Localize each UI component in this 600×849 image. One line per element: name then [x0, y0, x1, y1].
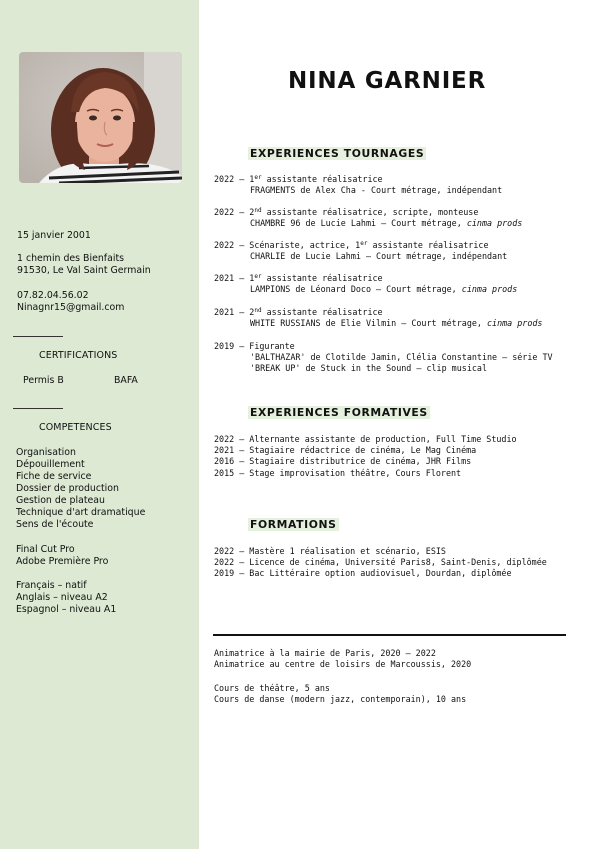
email[interactable]: Ninagnr15@gmail.com	[17, 302, 125, 313]
experience-item: 2021 – 2nd assistante réalisatrice WHITE RUSSIANS de Elie Vilmin – Court métrage, cinma prods	[214, 307, 543, 329]
section-title-formations: FORMATIONS	[250, 518, 337, 531]
certification-item: BAFA	[114, 375, 138, 386]
section-title-formatives: EXPERIENCES FORMATIVES	[250, 406, 428, 419]
profile-photo	[19, 52, 182, 183]
language-item: Français – natif	[16, 580, 87, 591]
address-line2: 91530, Le Val Saint Germain	[17, 265, 151, 276]
divider	[213, 634, 566, 636]
list-item: 2022 – Licence de cinéma, Université Paris8, Saint-Denis, diplômée	[214, 557, 547, 568]
list-item: 2016 – Stagiaire distributrice de cinéma, JHR Films	[214, 456, 472, 467]
list-item: 2015 – Stage improvisation théâtre, Cours Florent	[214, 467, 462, 478]
list-item: Animatrice à la mairie de Paris, 2020 – 2022	[214, 648, 436, 658]
list-item: Animatrice au centre de loisirs de Marcoussis, 2020	[214, 659, 472, 670]
list-item: Cours de danse (modern jazz, contemporain), 10 ans	[214, 694, 467, 705]
skill-item: Dossier de production	[16, 483, 119, 494]
divider	[13, 336, 63, 337]
address-line1: 1 chemin des Bienfaits	[17, 253, 125, 264]
list-item: 2021 – Stagiaire rédactrice de cinéma, Le Mag Cinéma	[214, 445, 477, 456]
birthdate: 15 janvier 2001	[17, 230, 91, 241]
experience-item: 2021 – 1er assistante réalisatrice LAMPIONS de Léonard Doco – Court métrage, cinma prods	[214, 273, 518, 295]
experience-item: 2022 – Scénariste, actrice, 1er assistante réalisatrice CHARLIE de Lucie Lahmi – Court métrage, indépendant	[214, 240, 508, 262]
skill-item: Gestion de plateau	[16, 495, 105, 506]
list-item: 2022 – Mastère 1 réalisation et scénario, ESIS	[214, 546, 446, 556]
skill-item: Dépouillement	[16, 459, 85, 470]
competences-heading: COMPETENCES	[39, 422, 112, 433]
extras-list	[214, 683, 466, 705]
skill-item: Sens de l'écoute	[16, 519, 94, 530]
certification-item: Permis B	[23, 375, 64, 386]
experience-item: 2022 – 1er assistante réalisatrice FRAGMENTS de Alex Cha - Court métrage, indépendant	[214, 174, 503, 196]
skill-item: Organisation	[16, 447, 76, 458]
phone: 07.82.04.56.02	[17, 290, 89, 301]
page-title: NINA GARNIER	[288, 68, 487, 94]
list-item: 2019 – Bac Littéraire option audiovisuel, Dourdan, diplômée	[214, 568, 512, 579]
formations-list	[214, 546, 547, 580]
software-item: Adobe Première Pro	[16, 556, 109, 567]
experience-item: 2022 – 2nd assistante réalisatrice, scripte, monteuse CHAMBRE 96 de Lucie Lahmi – Court métrage, cinma prods	[214, 207, 523, 229]
skill-item: Technique d'art dramatique	[16, 507, 146, 518]
experience-item: 2019 – Figurante 'BALTHAZAR' de Clotilde Jamin, Clélia Constantine – série TV 'BREAK UP' de Stuck in the Sound – clip musical	[214, 341, 553, 374]
language-item: Anglais – niveau A2	[16, 592, 108, 603]
formatives-list	[214, 434, 517, 479]
divider	[13, 408, 63, 409]
list-item: Cours de théâtre, 5 ans	[214, 683, 330, 693]
skill-item: Fiche de service	[16, 471, 92, 482]
extras-list	[214, 648, 471, 670]
software-item: Final Cut Pro	[16, 544, 75, 555]
certifications-heading: CERTIFICATIONS	[39, 350, 118, 361]
section-title-tournages: EXPERIENCES TOURNAGES	[250, 147, 425, 160]
list-item: 2022 – Alternante assistante de production, Full Time Studio	[214, 434, 517, 444]
language-item: Espagnol – niveau A1	[16, 604, 117, 615]
